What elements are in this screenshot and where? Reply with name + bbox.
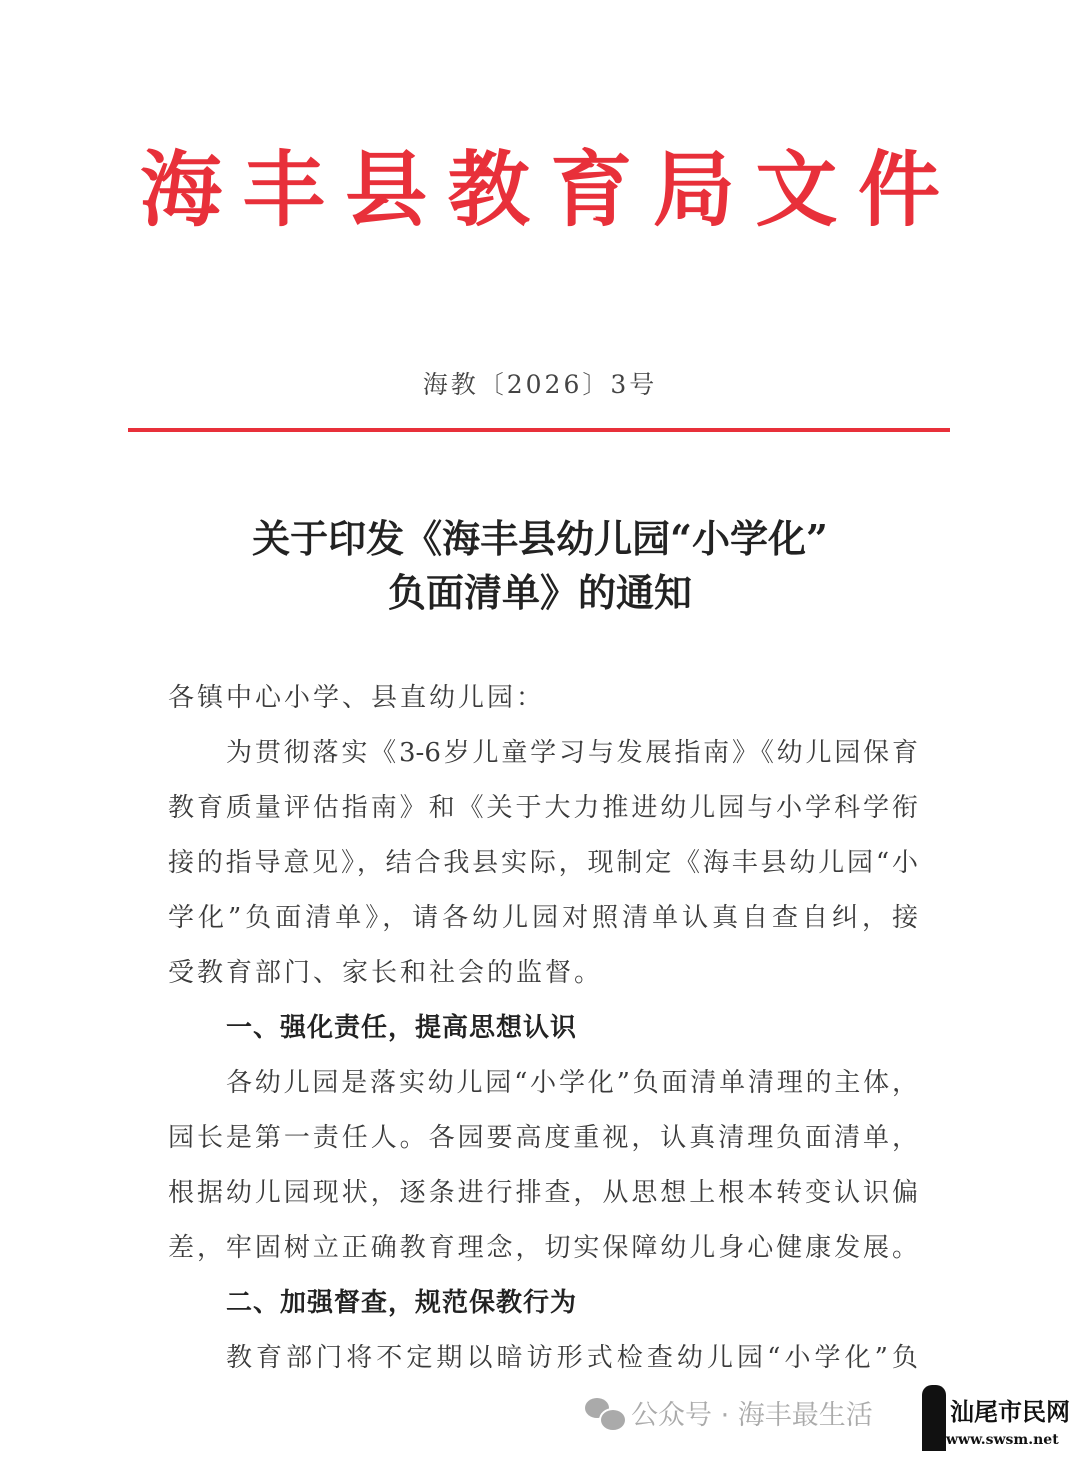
masthead: [140, 140, 940, 240]
site-logo: [918, 1385, 1073, 1451]
logo-name: 汕尾市民网: [950, 1397, 1070, 1426]
body-line: 根据幼儿园现状，逐条进行排查，从思想上根本转变认识偏: [168, 1178, 918, 1208]
body-line: 各幼儿园是落实幼儿园“小学化”负面清单清理的主体，: [226, 1068, 918, 1098]
body-line: 差，牢固树立正确教育理念，切实保障幼儿身心健康发展。: [168, 1233, 918, 1263]
document-number: 海教〔2026〕3号: [422, 370, 658, 399]
masthead-char: 县: [345, 142, 428, 238]
body-line: 教育部门将不定期以暗访形式检查幼儿园“小学化”负: [226, 1343, 918, 1373]
masthead-char: 局: [652, 142, 735, 238]
body-line: 教育质量评估指南》和《关于大力推进幼儿园与小学科学衔: [168, 793, 918, 823]
body-line: 接的指导意见》，结合我县实际，现制定《海丰县幼儿园“小: [168, 848, 918, 878]
masthead-char: 育: [550, 142, 633, 238]
watermark: [585, 1393, 873, 1432]
body-line: 园长是第一责任人。各园要高度重视，认真清理负面清单，: [168, 1123, 918, 1153]
section-heading-1: 一、强化责任，提高思想认识: [226, 1013, 578, 1043]
wechat-icon: [585, 1398, 623, 1428]
masthead-char: 教: [447, 142, 530, 238]
salutation: 各镇中心小学、县直幼儿园：: [168, 683, 546, 713]
masthead-char: 海: [140, 142, 223, 238]
body-line: 受教育部门、家长和社会的监督。: [168, 958, 604, 988]
logo-url: www.swsm.net: [946, 1432, 1059, 1448]
document-title-line-1: 关于印发《海丰县幼儿园“小学化”: [252, 516, 828, 561]
body-line: 为贯彻落实《3-6岁儿童学习与发展指南》《幼儿园保育: [226, 738, 918, 768]
person-silhouette-icon: [922, 1385, 946, 1451]
masthead-char: 件: [857, 142, 940, 238]
section-heading-2: 二、加强督查，规范保教行为: [226, 1288, 578, 1318]
body-line: 学化”负面清单》，请各幼儿园对照清单认真自查自纠，接: [168, 903, 918, 933]
document-title-line-2: 负面清单》的通知: [387, 570, 692, 615]
watermark-text: 公众号 · 海丰最生活: [631, 1400, 873, 1431]
masthead-char: 文: [755, 142, 838, 238]
masthead-char: 丰: [242, 142, 325, 238]
red-divider: [128, 428, 950, 432]
